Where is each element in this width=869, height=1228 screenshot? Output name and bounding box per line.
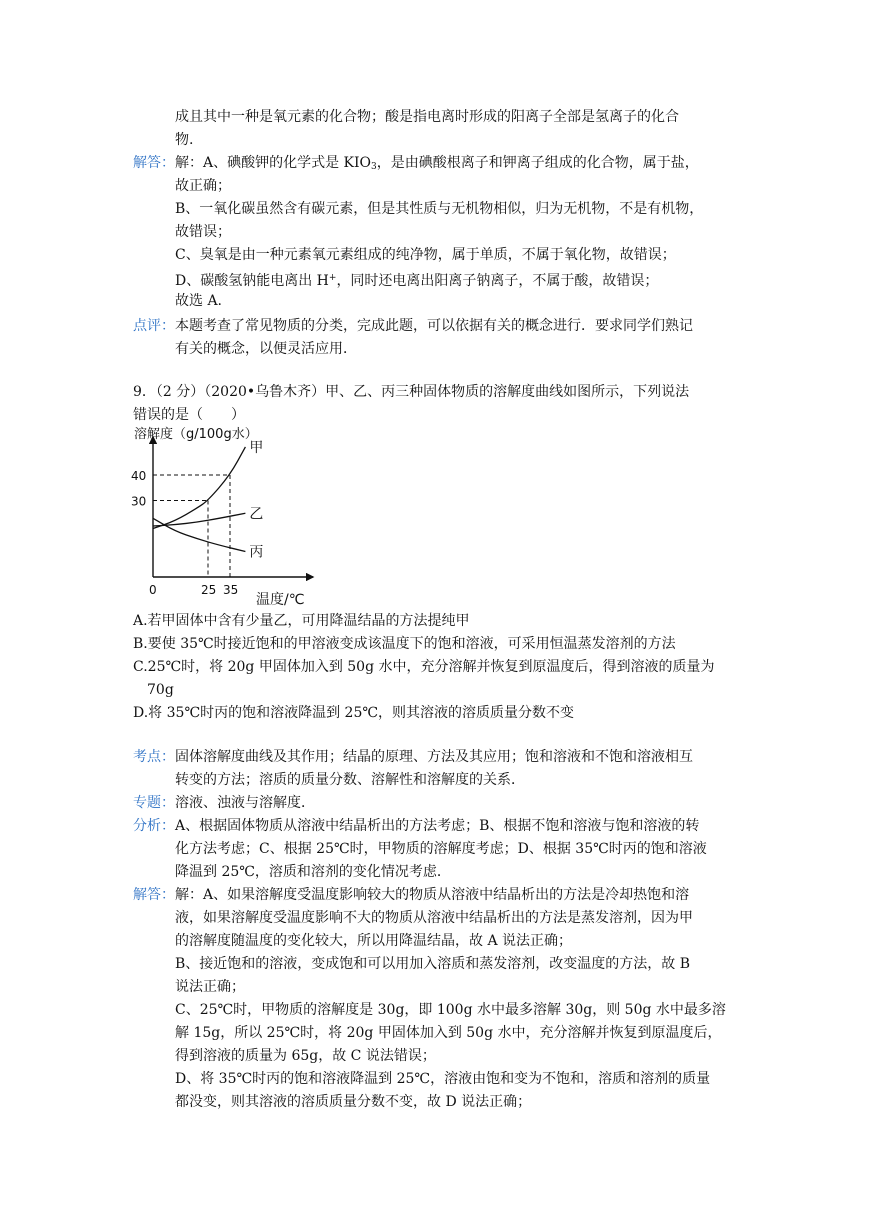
prev-answer-line-5: C、臭氧是由一种元素氧元素组成的纯净物，属于单质，不属于氧化物，故错误； — [175, 247, 676, 263]
solution-line-4: B、接近饱和的溶液，变成饱和可以用加入溶质和蒸发溶剂，改变温度的方法，故 B — [175, 956, 691, 972]
x-tick-label-35: 35 — [223, 583, 239, 597]
option-d: D.将 35℃时丙的饱和溶液降温到 25℃，则其溶液的溶质质量分数不变 — [133, 705, 575, 721]
x-tick-label-25: 25 — [201, 583, 217, 597]
series-label-3: 丙 — [249, 544, 264, 561]
topic-label: 专题： — [133, 795, 175, 811]
option-b: B.要使 35℃时接近饱和的甲溶液变成该温度下的饱和溶液，可采用恒温蒸发溶剂的方法 — [133, 636, 676, 652]
knowledge-point-line-2: 转变的方法；溶质的质量分数、溶解性和溶解度的关系． — [175, 772, 525, 788]
solution-line-2: 液，如果溶解度受温度影响不大的物质从溶液中结晶析出的方法是蒸发溶剂，因为甲 — [175, 910, 693, 926]
analysis-line-2: 化方法考虑；C、根据 25℃时，甲物质的溶解度考虑；D、根据 35℃时丙的饱和溶液 — [175, 841, 707, 857]
knowledge-point-line-1: 固体溶解度曲线及其作用；结晶的原理、方法及其应用；饱和溶液和不饱和溶液相互 — [175, 749, 693, 765]
comment-label: 点评： — [133, 318, 175, 334]
x-axis-label: 温度/℃ — [256, 592, 305, 608]
option-c-line-2: 70g — [147, 682, 174, 698]
origin-label: 0 — [149, 583, 157, 597]
question-9-stem-line-2: 错误的是（ ） — [133, 407, 245, 423]
solution-line-9: D、将 35℃时丙的饱和溶液降温到 25℃，溶液由饱和变为不饱和，溶质和溶剂的质量 — [175, 1071, 711, 1087]
answer-label: 解答： — [133, 155, 175, 171]
solubility-chart — [128, 422, 328, 612]
prev-answer-line-3: B、一氧化碳虽然含有碳元素，但是其性质与无机物相似，归为无机物，不是有机物， — [175, 201, 704, 217]
comment-line-1: 本题考查了常见物质的分类，完成此题，可以依据有关的概念进行．要求同学们熟记 — [175, 318, 693, 334]
analysis-label: 分析： — [133, 818, 175, 834]
option-a: A.若甲固体中含有少量乙，可用降温结晶的方法提纯甲 — [133, 613, 470, 629]
topic-text: 溶液、浊液与溶解度． — [175, 795, 315, 811]
prev-answer-line-6: D、碳酸氢钠能电离出 H+，同时还电离出阳离子钠离子，不属于酸，故错误； — [175, 273, 659, 289]
knowledge-point-label: 考点： — [133, 749, 175, 765]
solution-label: 解答： — [133, 887, 175, 903]
prev-text-line-1: 成且其中一种是氧元素的化合物；酸是指电离时形成的阳离子全部是氢离子的化合 — [175, 109, 679, 125]
solution-line-3: 的溶解度随温度的变化较大，所以用降温结晶，故 A 说法正确； — [175, 933, 573, 949]
y-tick-label-40: 40 — [131, 469, 147, 483]
prev-text-line-2: 物. — [175, 132, 194, 148]
prev-answer-line-7: 故选 A. — [175, 293, 223, 309]
option-c-line-1: C.25℃时，将 20g 甲固体加入到 50g 水中，充分溶解并恢复到原温度后，得到溶液的质量为 — [133, 659, 715, 675]
analysis-line-1: A、根据固体物质从溶液中结晶析出的方法考虑；B、根据不饱和溶液与饱和溶液的转 — [175, 818, 700, 834]
solution-line-6: C、25℃时，甲物质的溶解度是 30g，即 100g 水中最多溶解 30g，则 50g 水中最多溶 — [175, 1002, 726, 1018]
prev-answer-line-4: 故错误； — [175, 224, 231, 240]
solution-line-5: 说法正确； — [175, 979, 245, 995]
series-label-2: 乙 — [249, 506, 264, 523]
y-axis-label: 溶解度（g/100g水） — [134, 427, 258, 442]
prev-answer-line-1: 解：A、碘酸钾的化学式是 $KIO_3$，是由碘酸根离子和钾离子组成的化合物，属于盐， — [175, 155, 699, 172]
solution-line-1: 解：A、如果溶解度受温度影响较大的物质从溶液中结晶析出的方法是冷却热饱和溶 — [175, 887, 690, 903]
analysis-line-3: 降温到 25℃，溶质和溶剂的变化情况考虑． — [175, 864, 451, 880]
y-tick-label-30: 30 — [131, 494, 147, 509]
comment-line-2: 有关的概念，以便灵活应用． — [175, 341, 357, 357]
question-9-stem-line-1: 9．（2 分）（2020•乌鲁木齐）甲、乙、丙三种固体物质的溶解度曲线如图所示，下列说法 — [133, 384, 690, 400]
solution-line-8: 得到溶液的质量为 65g，故 C 说法错误； — [175, 1048, 436, 1064]
prev-answer-line-2: 故正确； — [175, 178, 231, 194]
solution-line-10: 都没变，则其溶液的溶质质量分数不变，故 D 说法正确； — [175, 1094, 532, 1110]
series-label-1: 甲 — [249, 439, 264, 456]
solution-line-7: 解 15g，所以 25℃时，将 20g 甲固体加入到 50g 水中，充分溶解并恢复到原温度后， — [175, 1025, 722, 1041]
